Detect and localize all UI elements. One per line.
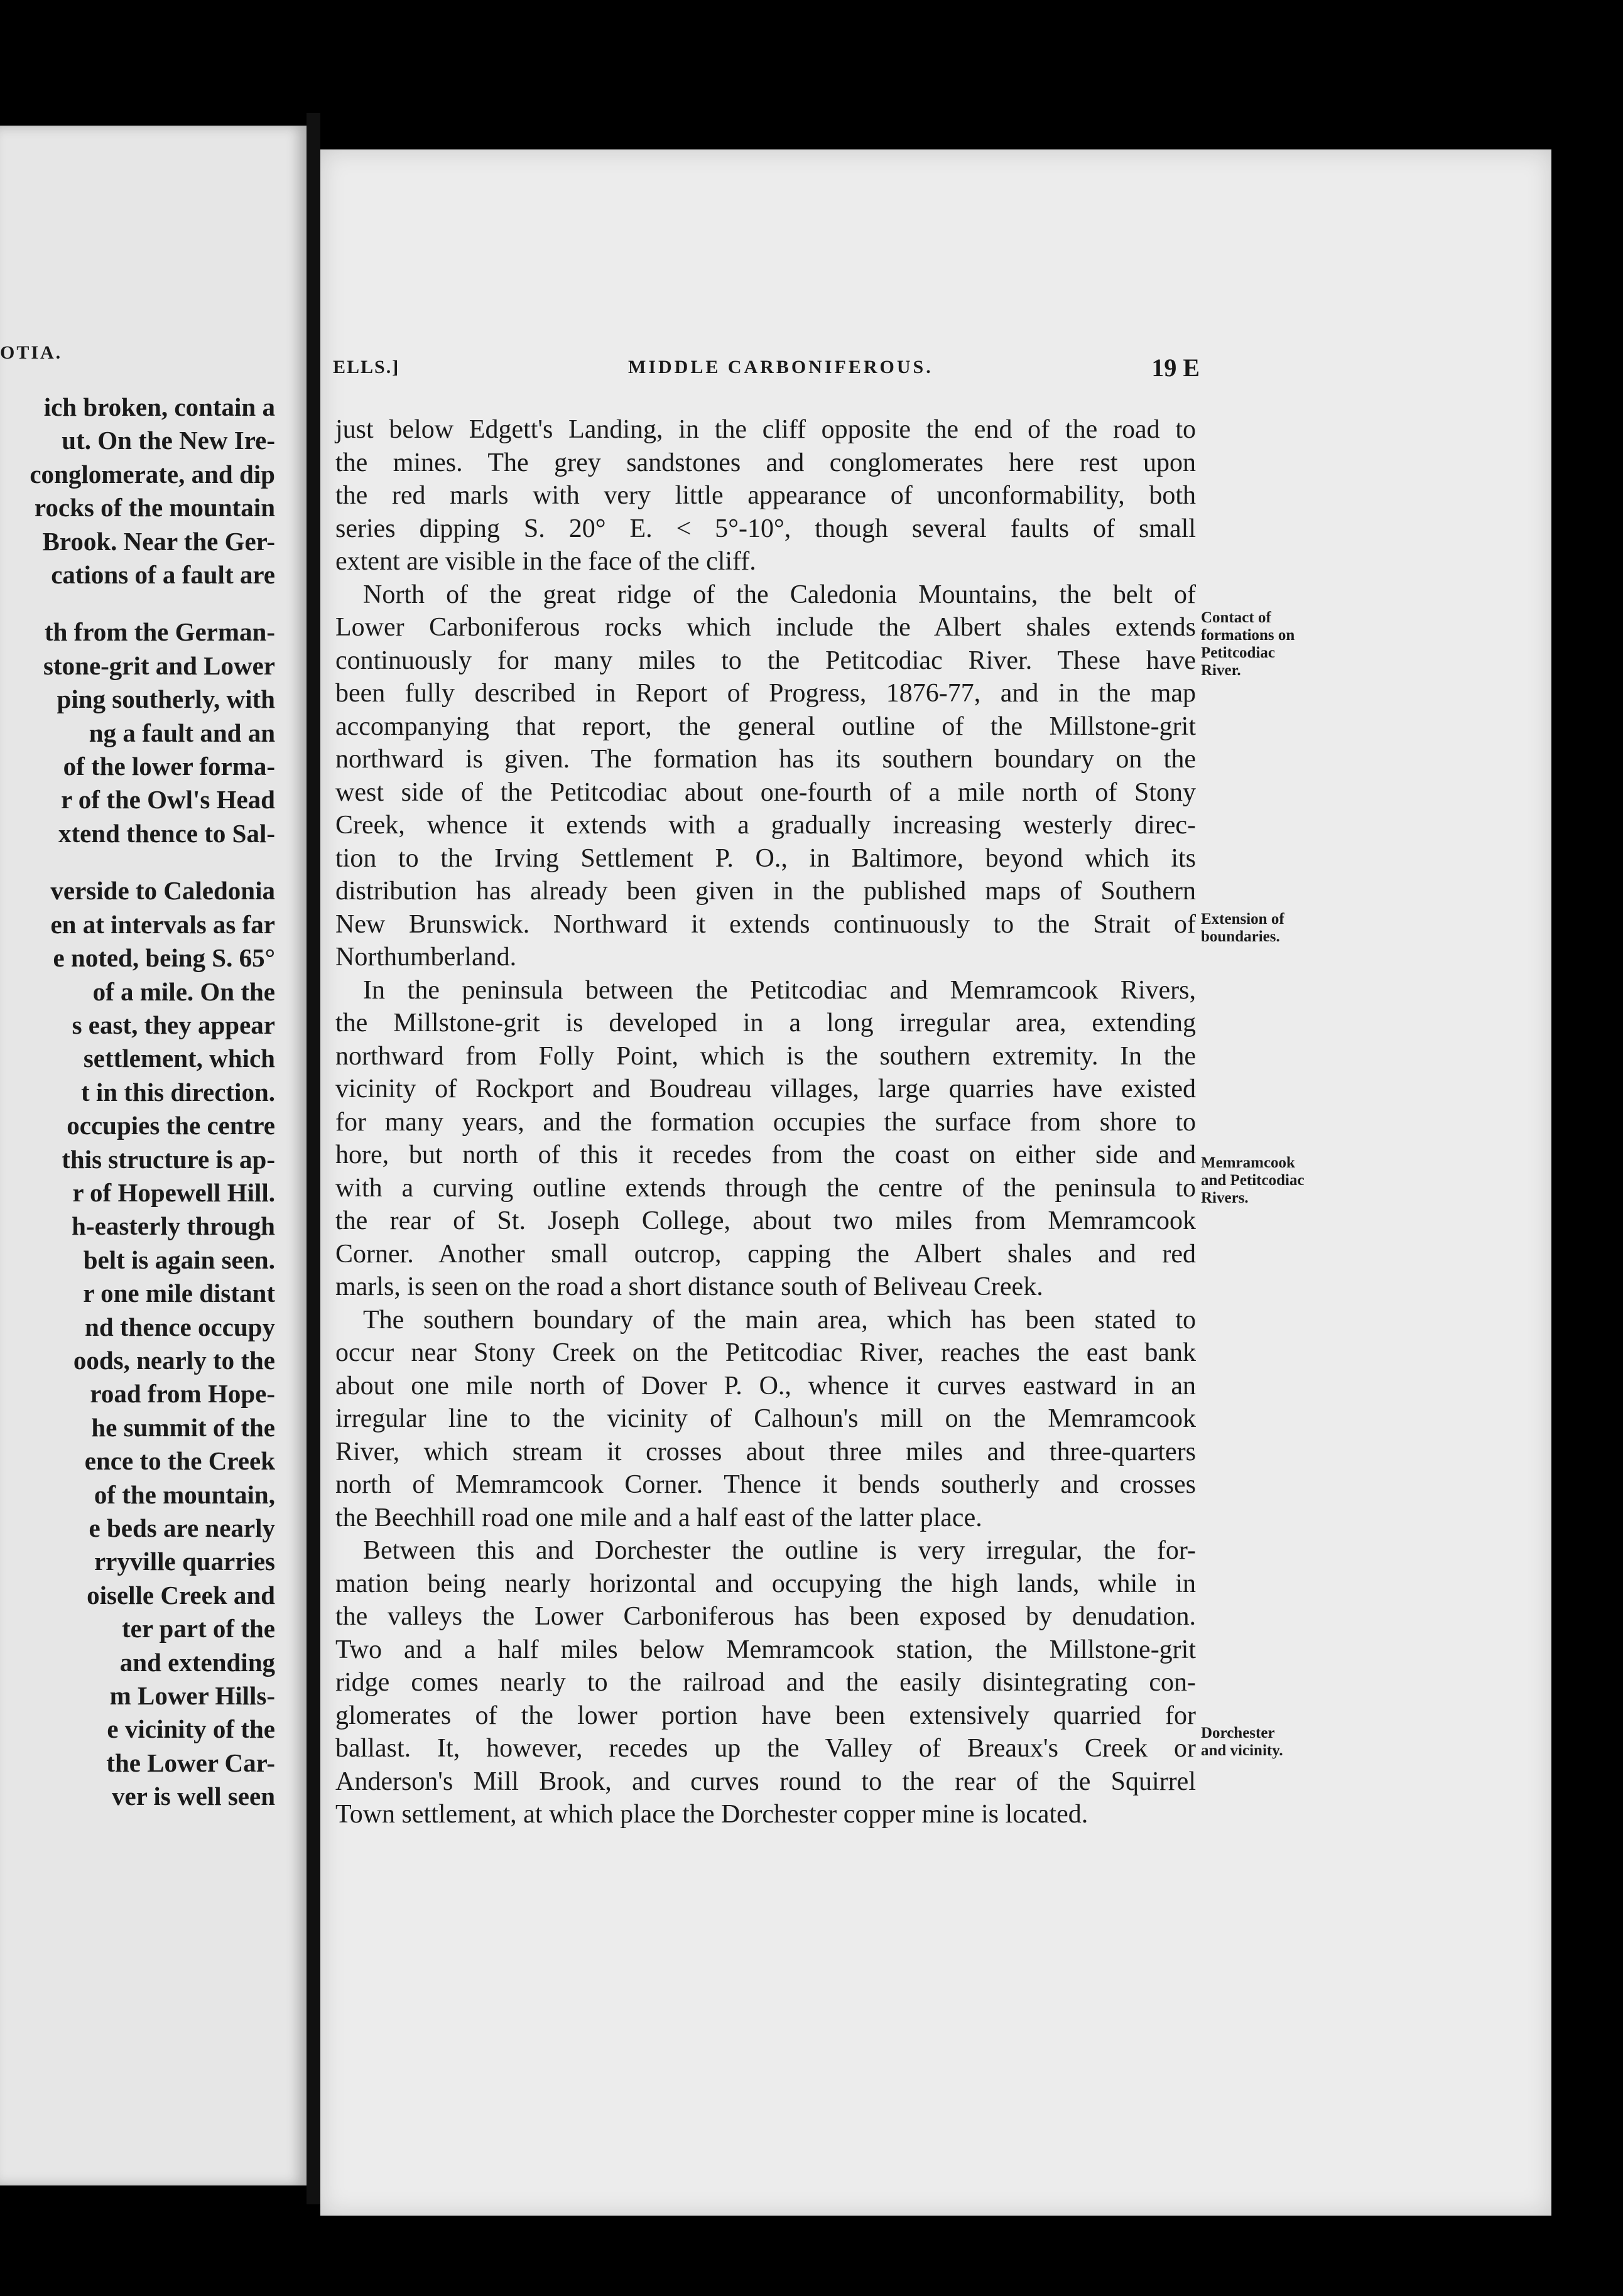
previous-page-line: nd thence occupy [85, 1312, 275, 1341]
text-line: Northumberland. [335, 943, 517, 972]
text-line: series dipping S. 20° E. < 5°-10°, though several faults of small [335, 514, 1196, 543]
previous-page-line: r of Hopewell Hill. [72, 1178, 275, 1207]
text-line: accompanying that report, the general outline of the Millstone-grit [335, 712, 1196, 741]
previous-page-line: r of the Owl's Head [61, 785, 275, 815]
text-line: northward is given. The formation has its southern boundary on the [335, 745, 1196, 774]
page-number: 19 E [1151, 354, 1200, 382]
paragraph [335, 578, 1196, 974]
previous-page-line: ng a fault and an [89, 718, 275, 747]
previous-page-line: this structure is ap- [62, 1144, 275, 1174]
book-gutter [307, 113, 320, 2204]
sidenote-line: formations on [1201, 627, 1295, 644]
previous-page-line: r one mile distant [83, 1279, 275, 1308]
previous-page-line: ter part of the [121, 1614, 275, 1643]
text-line: vicinity of Rockport and Boudreau villages, large quarries have existed [335, 1075, 1196, 1103]
previous-page-line: of a mile. On the [92, 977, 275, 1006]
text-line: The southern boundary of the main area, which has been stated to [363, 1305, 1196, 1335]
sidenote-memramcook [1201, 1154, 1345, 1207]
text-line: tion to the Irving Settlement P. O., in Baltimore, beyond which its [335, 843, 1196, 873]
text-line: Lower Carboniferous rocks which include the Albert shales extends [335, 613, 1196, 642]
previous-page-gap [0, 850, 275, 874]
text-line: River, which stream it crosses about three miles and three-quarters [335, 1437, 1196, 1466]
text-line: northward from Folly Point, which is the southern extremity. In the [335, 1041, 1196, 1071]
text-line: In the peninsula between the Petitcodiac and Memramcook Rivers, [363, 975, 1196, 1005]
previous-page [0, 126, 307, 2185]
previous-page-line: oiselle Creek and [87, 1580, 275, 1610]
text-line: Town settlement, at which place the Dorchester copper mine is located. [335, 1800, 1088, 1829]
paragraph [335, 1534, 1196, 1831]
previous-page-header: OTIA. [0, 342, 63, 363]
text-line: North of the great ridge of the Caledonia Mountains, the belt of [363, 580, 1196, 609]
text-line: glomerates of the lower portion have been extensively quarried for [335, 1701, 1196, 1730]
previous-page-line: rryville quarries [94, 1547, 275, 1576]
text-line: mation being nearly horizontal and occupying the high lands, while in [335, 1569, 1196, 1598]
previous-page-line: of the lower forma- [63, 752, 275, 781]
previous-page-line: e noted, being S. 65° [53, 943, 275, 973]
previous-page-line: e beds are nearly [89, 1514, 275, 1542]
text-line: been fully described in Report of Progress, 1876-77, and in the map [335, 679, 1196, 708]
text-line: west side of the Petitcodiac about one-fourth of a mile north of Stony [335, 777, 1196, 807]
previous-page-line: en at intervals as far [50, 909, 275, 939]
sidenote-line: Rivers. [1201, 1189, 1249, 1206]
sidenote-line: Dorchester [1201, 1725, 1275, 1741]
text-line: about one mile north of Dover P. O., whence it curves eastward in an [335, 1371, 1196, 1400]
previous-page-line: s east, they appear [72, 1010, 275, 1039]
previous-page-line: ut. On the New Ire- [62, 426, 275, 455]
previous-page-line: m Lower Hills- [109, 1681, 275, 1711]
sidenote-dorchester [1201, 1725, 1345, 1760]
text-line: the red marls with very little appearance of unconformability, both [335, 481, 1196, 510]
previous-page-text [0, 391, 275, 1814]
text-line: extent are visible in the face of the cliff. [335, 547, 756, 576]
sidenote-line: River. [1201, 662, 1241, 679]
previous-page-line: oods, nearly to the [73, 1345, 275, 1375]
text-line: north of Memramcook Corner. Thence it bends southerly and crosses [335, 1470, 1196, 1499]
header-title: MIDDLE CARBONIFEROUS. [628, 357, 933, 377]
previous-page-line: the Lower Car- [106, 1748, 275, 1777]
sidenote-line: Contact of [1201, 609, 1271, 626]
previous-page-line: road from Hope- [90, 1379, 275, 1409]
paragraph [335, 1304, 1196, 1535]
text-line: the mines. The grey sandstones and conglomerates here rest upon [335, 448, 1196, 477]
previous-page-line: xtend thence to Sal- [58, 818, 275, 848]
text-line: continuously for many miles to the Petitcodiac River. These have [335, 646, 1196, 675]
previous-page-line: of the mountain, [94, 1480, 275, 1509]
text-line: Two and a half miles below Memramcook station, the Millstone-grit [335, 1635, 1196, 1664]
previous-page-line: belt is again seen. [83, 1245, 275, 1274]
previous-page-line: t in this direction. [80, 1077, 275, 1107]
previous-page-line: and extending [119, 1647, 275, 1677]
body-text [335, 413, 1196, 1831]
sidenote-line: Memramcook [1201, 1154, 1295, 1171]
previous-page-line: Brook. Near the Ger- [42, 526, 275, 556]
previous-page-line: h-easterly through [72, 1211, 275, 1241]
text-line: marls, is seen on the road a short distance south of Beliveau Creek. [335, 1272, 1043, 1301]
text-line: hore, but north of this it recedes from the coast on either side and [335, 1140, 1196, 1169]
sidenote-line: and Petitcodiac [1201, 1172, 1305, 1189]
text-line: with a curving outline extends through the centre of the peninsula to [335, 1173, 1196, 1203]
text-line: ballast. It, however, recedes up the Valley of Breaux's Creek or [335, 1734, 1196, 1763]
previous-page-gap [0, 592, 275, 615]
text-line: the Beechhill road one mile and a half east of the latter place. [335, 1503, 982, 1532]
text-line: ridge comes nearly to the railroad and the easily disintegrating con- [335, 1668, 1196, 1697]
text-line: the valleys the Lower Carboniferous has been exposed by denudation. [335, 1602, 1196, 1631]
previous-page-line: ence to the Creek [84, 1446, 275, 1476]
text-line: irregular line to the vicinity of Calhoun's mill on the Memramcook [335, 1404, 1196, 1433]
previous-page-line: th from the German- [44, 617, 275, 647]
running-header [333, 354, 1200, 394]
header-author: ELLS.] [333, 357, 400, 377]
previous-page-line: stone-grit and Lower [43, 651, 275, 680]
text-line: just below Edgett's Landing, in the cliff opposite the end of the road to [335, 415, 1196, 444]
text-line: Corner. Another small outcrop, capping the Albert shales and red [335, 1239, 1196, 1269]
previous-page-line: settlement, which [83, 1044, 275, 1073]
text-line: occur near Stony Creek on the Petitcodiac River, reaches the east bank [335, 1338, 1196, 1367]
sidenote-line: boundaries. [1201, 928, 1280, 945]
text-line: distribution has already been given in the published maps of Southern [335, 877, 1196, 906]
sidenote-contact-of-formations [1201, 609, 1345, 680]
text-line: Creek, whence it extends with a gradually increasing westerly direc- [335, 811, 1196, 840]
previous-page-line: verside to Caledonia [50, 876, 275, 906]
previous-page-line: rocks of the mountain [34, 493, 275, 523]
paragraph [335, 974, 1196, 1304]
text-line: for many years, and the formation occupies the surface from shore to [335, 1107, 1196, 1137]
paragraph [335, 413, 1196, 578]
previous-page-line: e vicinity of the [107, 1714, 275, 1744]
previous-page-line: ver is well seen [112, 1782, 275, 1811]
text-line: Between this and Dorchester the outline is very irregular, the for- [363, 1536, 1196, 1565]
previous-page-line: ping southerly, with [57, 685, 275, 714]
previous-page-line: conglomerate, and dip [30, 459, 275, 489]
text-line: the rear of St. Joseph College, about two miles from Memramcook [335, 1206, 1196, 1235]
previous-page-line: he summit of the [91, 1412, 275, 1442]
sidenote-extension-of-boundaries [1201, 911, 1345, 946]
text-line: the Millstone-grit is developed in a long irregular area, extending [335, 1009, 1196, 1037]
text-line: New Brunswick. Northward it extends continuously to the Strait of [335, 909, 1196, 939]
previous-page-line: ich broken, contain a [43, 393, 275, 421]
page [320, 149, 1551, 2216]
sidenote-line: Extension of [1201, 911, 1284, 928]
previous-page-line: occupies the centre [67, 1111, 275, 1140]
text-line: Anderson's Mill Brook, and curves round to the rear of the Squirrel [335, 1767, 1196, 1796]
sidenote-line: Petitcodiac [1201, 644, 1276, 661]
sidenote-line: and vicinity. [1201, 1742, 1283, 1759]
previous-page-line: cations of a fault are [51, 560, 275, 590]
